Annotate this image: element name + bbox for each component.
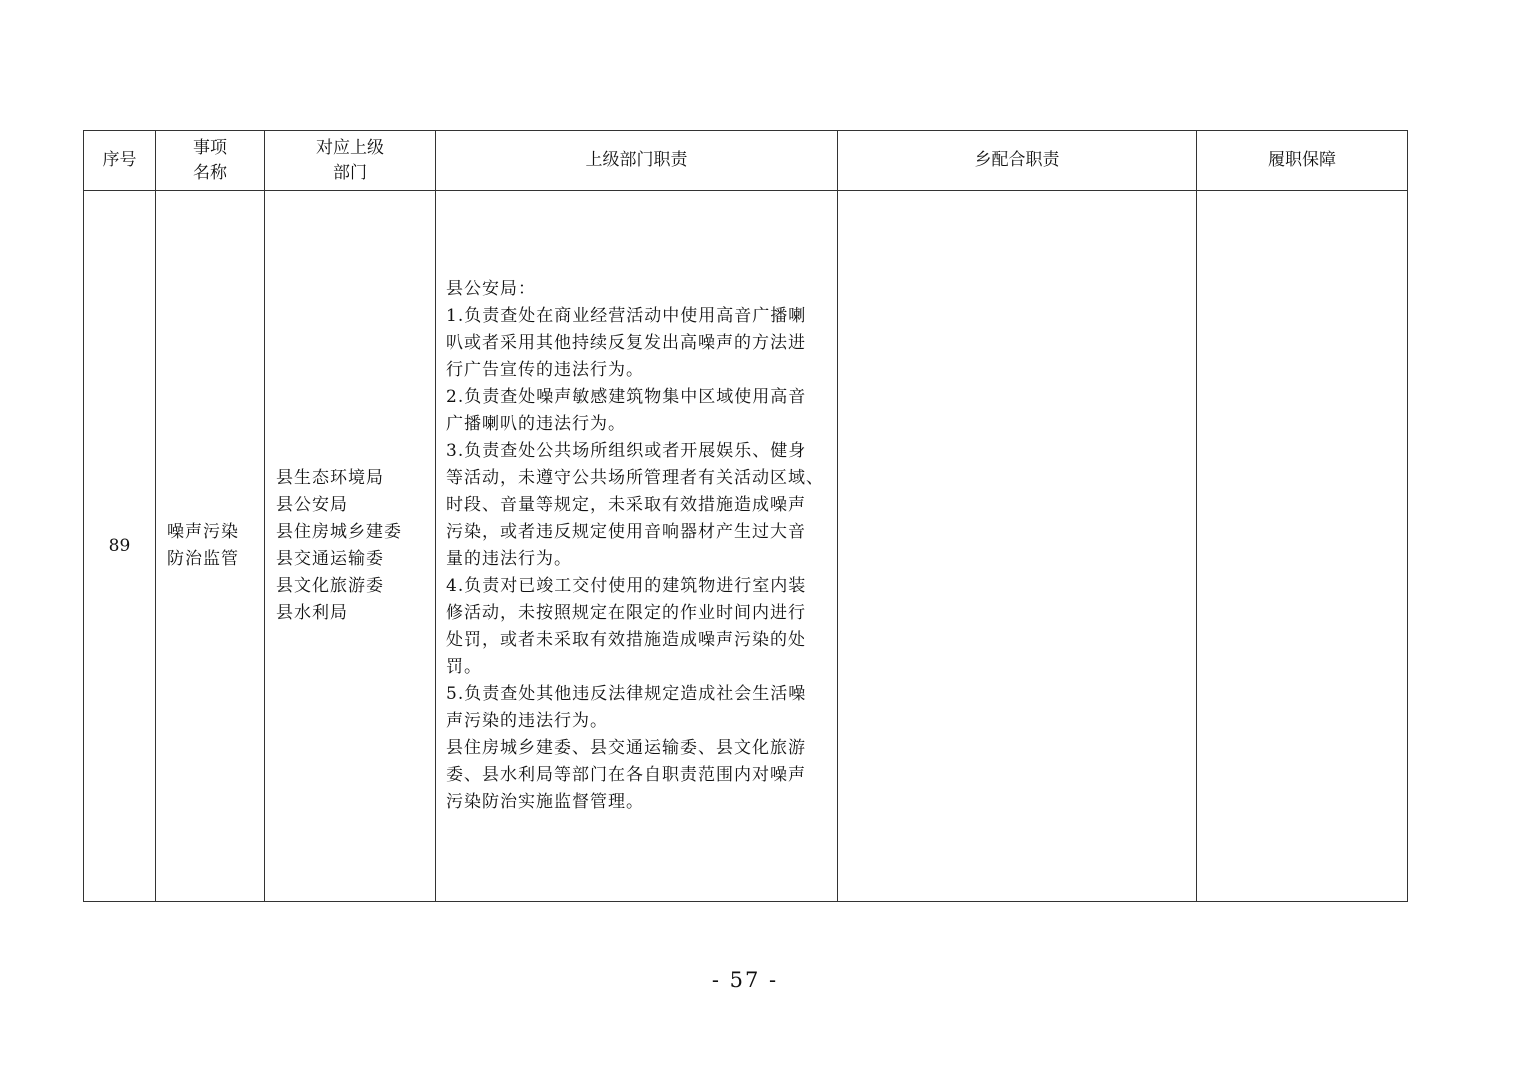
department-item: 县交通运输委 [276, 549, 384, 569]
duty-line: 等活动，未遵守公共场所管理者有关活动区域、 [446, 468, 824, 488]
page-number: - 57 - [711, 968, 779, 992]
row-index: 89 [84, 191, 156, 902]
header-upper-duty: 上级部门职责 [436, 131, 838, 191]
header-township-duty: 乡配合职责 [838, 131, 1197, 191]
duty-line: 县公安局： [446, 279, 536, 299]
header-index: 序号 [84, 131, 156, 191]
row-upper-duty [436, 191, 838, 902]
department-item: 县公安局 [276, 495, 348, 515]
header-department: 对应上级 部门 [265, 131, 436, 191]
header-item-name: 事项 名称 [156, 131, 265, 191]
department-item: 县水利局 [276, 603, 348, 623]
duty-line: 污染，或者违反规定使用音响器材产生过大音 [446, 522, 806, 542]
duty-line: 县住房城乡建委、县交通运输委、县文化旅游 [446, 738, 806, 758]
duty-line: 处罚，或者未采取有效措施造成噪声污染的处 [446, 630, 806, 650]
row-guarantee [1197, 191, 1408, 902]
duty-line: 声污染的违法行为。 [446, 711, 608, 731]
duty-line: 1.负责查处在商业经营活动中使用高音广播喇 [446, 306, 807, 326]
duty-table [83, 130, 1408, 902]
table-header-row [84, 131, 1408, 191]
duty-line: 罚。 [446, 657, 482, 677]
duty-line: 2.负责查处噪声敏感建筑物集中区域使用高音 [446, 387, 807, 407]
duty-line: 时段、音量等规定，未采取有效措施造成噪声 [446, 495, 806, 515]
duty-line: 修活动，未按照规定在限定的作业时间内进行 [446, 603, 806, 623]
duty-line: 3.负责查处公共场所组织或者开展娱乐、健身 [446, 441, 807, 461]
row-departments [265, 191, 436, 902]
duty-line: 量的违法行为。 [446, 549, 572, 569]
department-item: 县住房城乡建委 [276, 522, 402, 542]
table-row [84, 191, 1408, 902]
header-guarantee: 履职保障 [1197, 131, 1408, 191]
duty-line: 5.负责查处其他违反法律规定造成社会生活噪 [446, 684, 807, 704]
duty-line: 行广告宣传的违法行为。 [446, 360, 644, 380]
duty-line: 4.负责对已竣工交付使用的建筑物进行室内装 [446, 576, 807, 596]
duty-line: 广播喇叭的违法行为。 [446, 414, 626, 434]
department-item: 县文化旅游委 [276, 576, 384, 596]
duty-line: 污染防治实施监督管理。 [446, 792, 644, 812]
duty-line: 叭或者采用其他持续反复发出高噪声的方法进 [446, 333, 806, 353]
row-township-duty [838, 191, 1197, 902]
row-item-name: 噪声污染 防治监管 [156, 191, 265, 902]
duty-line: 委、县水利局等部门在各自职责范围内对噪声 [446, 765, 806, 785]
department-item: 县生态环境局 [276, 468, 384, 488]
